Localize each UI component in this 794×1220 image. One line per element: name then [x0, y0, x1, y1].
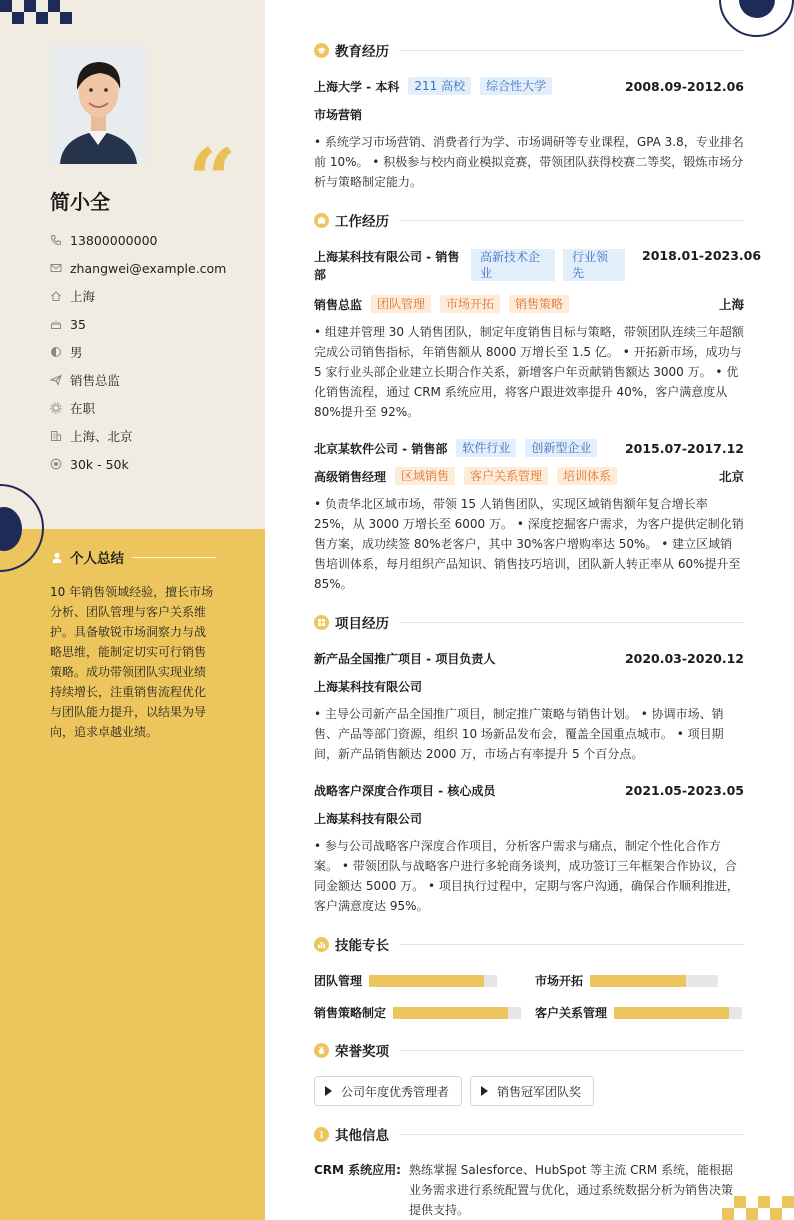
info-locations: [50, 422, 226, 450]
work-tag: [563, 249, 625, 281]
award-label: 公司年度优秀管理者: [341, 1084, 450, 1099]
work-description: • 组建并管理 30 人销售团队，制定年度销售目标与策略，带领团队连续三年超额完成公司销售指标，年销售额从 8000 万增长至 1.5 亿。 • 开拓新市场，成功与 5 家行业头部企业建立长期合作关系，新增客户年贡献销售额达 3000 万。 • 优化销售流程，通过 CRM 系统应用，将客户跟进效率提升 40%，客户满意度从 80%提升至 92%。: [314, 325, 744, 419]
skill-bar: [369, 975, 497, 987]
info-city-text: 上海: [70, 289, 96, 304]
skill-bar-fill: [614, 1007, 729, 1019]
awards-heading: [314, 1040, 744, 1060]
age-icon: [50, 318, 62, 330]
other-title: 其他信息: [335, 1128, 389, 1144]
info-city: [50, 282, 226, 310]
person-icon: [50, 550, 64, 564]
work-title: 工作经历: [335, 214, 389, 230]
education-title: 教育经历: [335, 44, 389, 60]
work-tag: 创新型企业: [525, 439, 597, 457]
building-icon: [50, 430, 62, 442]
other-info-row: [314, 1160, 744, 1220]
skills-title: 技能专长: [335, 938, 389, 954]
education-description: • 系统学习市场营销、消费者行为学、市场调研等专业课程，GPA 3.8，专业排名前 10%。 • 积极参与校内商业模拟竞赛，带领团队获得校赛二等奖，锻炼市场分析与策略制定能力。: [314, 135, 744, 189]
project-org: 上海某科技有限公司: [314, 679, 423, 694]
other-info-label: CRM 系统应用:: [314, 1163, 401, 1177]
contact-info-list: [50, 226, 226, 478]
skill-bar-fill: [369, 975, 484, 987]
quote-mark-icon: “: [188, 130, 237, 229]
skill-bar-fill: [393, 1007, 508, 1019]
project-org-row: [314, 676, 744, 696]
work-tag-line: 业: [480, 266, 493, 280]
info-position-text: 销售总监: [70, 373, 121, 388]
work-tag-line: 先: [572, 266, 585, 280]
section-divider: [399, 622, 744, 623]
info-phone: [50, 226, 226, 254]
work-position: 销售总监: [314, 297, 363, 312]
project-org-row: [314, 808, 744, 828]
other-heading: [314, 1124, 744, 1144]
info-gender-text: 男: [70, 345, 83, 360]
education-major: 市场营销: [314, 107, 363, 122]
award-chip: [470, 1076, 594, 1106]
projects-title: 项目经历: [335, 616, 389, 632]
info-phone-text: 13800000000: [70, 232, 158, 248]
work-skill-tag: 市场开拓: [440, 295, 500, 313]
skill-name: 客户关系管理: [535, 1006, 608, 1020]
work-tag-line: 行业领: [572, 250, 609, 264]
info-email: [50, 254, 226, 282]
chart-icon: [314, 937, 329, 952]
work-company: 北京某软件公司 - 销售部: [314, 441, 448, 456]
skill-item: [535, 1004, 742, 1021]
info-icon: [314, 1127, 329, 1142]
project-description: • 主导公司新产品全国推广项目，制定推广策略与销售计划。 • 协调市场、销售、产品等部门资源，组织 10 场新品发布会，覆盖全国重点城市。 • 项目期间，新产品销售额达 2000 万，市场占有率提升 5 个百分点。: [314, 707, 724, 761]
education-school: 上海大学 - 本科: [314, 79, 400, 94]
summary-title: 个人总结: [70, 551, 124, 567]
skill-name: 销售策略制定: [314, 1006, 387, 1020]
work-item-header: [314, 438, 744, 458]
work-tag: 软件行业: [456, 439, 516, 457]
avatar: [50, 45, 147, 164]
summary-text: 10 年销售领域经验，擅长市场分析、团队管理与客户关系维护。具备敏锐市场洞察力与战略思维，能制定切实可行销售策略。成功带领团队实现业绩持续增长，注重销售流程优化与团队能力提升，以结果为导向，追求卓越业绩。: [50, 585, 214, 739]
section-divider: [399, 1134, 744, 1135]
education-major-row: [314, 104, 744, 124]
info-age: [50, 310, 226, 338]
project-date: 2021.05-2023.05: [624, 782, 744, 798]
phone-icon: [50, 234, 62, 246]
skill-name: 团队管理: [314, 974, 363, 988]
gender-icon: [50, 346, 62, 358]
section-divider: [399, 220, 744, 221]
play-icon: [481, 1086, 488, 1096]
candidate-name: 简小全: [50, 190, 110, 214]
work-tag: [471, 249, 555, 281]
work-description: • 负责华北区域市场，带领 15 人销售团队，实现区域销售额年复合增长率 25%，从 3000 万增长至 6000 万。 • 深度挖掘客户需求，为客户提供定制化销售方案，成功续签 80%老客户，其中 30%客户增购率达 50%。 • 建立区域销售培训体系，每月组织产品知识、销售技巧培训，团队新人转正率从 60%提升至 85%。: [314, 497, 744, 591]
award-chip: [314, 1076, 462, 1106]
award-label: 销售冠军团队奖: [497, 1084, 582, 1099]
education-heading: [314, 40, 744, 60]
work-position-row: [314, 294, 744, 314]
summary-divider: [132, 557, 216, 558]
graduation-cap-icon: [314, 43, 329, 58]
salary-icon: [50, 458, 62, 470]
work-skill-tag: 客户关系管理: [464, 467, 548, 485]
work-company-line: 部: [314, 268, 327, 282]
skill-item: [535, 972, 718, 989]
info-status-text: 在职: [70, 401, 96, 416]
work-location: 北京: [718, 469, 744, 484]
work-location: 上海: [718, 297, 744, 312]
work-position-row: [314, 466, 744, 486]
work-company-line: 上海某科技有限公司 - 销售: [314, 250, 460, 264]
other-info-text: 熟练掌握 Salesforce、HubSpot 等主流 CRM 系统，能根据业务需求进行系统配置与优化，通过系统数据分析为销售决策提供支持。: [408, 1163, 733, 1217]
project-icon: [314, 615, 329, 630]
work-skill-tag: 团队管理: [371, 295, 431, 313]
play-icon: [325, 1086, 332, 1096]
skill-name: 市场开拓: [535, 974, 584, 988]
projects-heading: [314, 612, 744, 632]
work-skill-tag: 培训体系: [557, 467, 617, 485]
section-divider: [399, 1050, 744, 1051]
project-org: 上海某科技有限公司: [314, 811, 423, 826]
info-gender: [50, 338, 226, 366]
section-divider: [399, 50, 744, 51]
medal-icon: [314, 1043, 329, 1058]
project-date: 2020.03-2020.12: [624, 650, 744, 666]
summary-heading: [50, 547, 216, 567]
info-locations-text: 上海、北京: [70, 429, 133, 444]
mail-icon: [50, 262, 62, 274]
work-date: 2018.01-2023.06: [642, 248, 762, 263]
info-email-text: zhangwei@example.com: [70, 260, 227, 276]
work-skill-tag: 销售策略: [509, 295, 569, 313]
sidebar: [0, 0, 265, 1220]
skill-bar-fill: [590, 975, 686, 987]
work-company: [314, 248, 466, 284]
education-item-header: [314, 76, 744, 96]
info-age-text: 35: [70, 316, 86, 332]
work-skill-tag: 区域销售: [395, 467, 455, 485]
skill-item: [314, 972, 497, 989]
status-icon: [50, 402, 62, 414]
project-item-header: [314, 780, 744, 800]
section-divider: [399, 944, 744, 945]
education-tag: 211 高校: [408, 77, 471, 95]
project-name: 新产品全国推广项目 - 项目负责人: [314, 651, 496, 666]
skills-heading: [314, 934, 744, 954]
info-position: [50, 366, 226, 394]
checker-decoration: [0, 0, 75, 24]
project-description: • 参与公司战略客户深度合作项目，分析客户需求与痛点，制定个性化合作方案。 • 带领团队与战略客户进行多轮商务谈判，成功签订三年框架合作协议，合同金额达 5000 万。 • 项目执行过程中，定期与客户沟通，确保合作顺利推进，客户满意度达 95%。: [314, 839, 739, 913]
work-date: 2015.07-2017.12: [624, 440, 744, 456]
send-icon: [50, 374, 62, 386]
project-item-header: [314, 648, 744, 668]
education-date: 2008.09-2012.06: [624, 78, 744, 94]
briefcase-icon: [314, 213, 329, 228]
info-salary-text: 30k - 50k: [70, 456, 129, 472]
skill-item: [314, 1004, 521, 1021]
work-heading: [314, 210, 744, 230]
info-status: [50, 394, 226, 422]
skill-bar: [393, 1007, 521, 1019]
info-salary: [50, 450, 226, 478]
education-tag: 综合性大学: [480, 77, 552, 95]
project-name: 战略客户深度合作项目 - 核心成员: [314, 783, 496, 798]
work-tag-line: 高新技术企: [480, 250, 541, 264]
skill-bar: [590, 975, 718, 987]
skill-bar: [614, 1007, 742, 1019]
home-icon: [50, 290, 62, 302]
work-position: 高级销售经理: [314, 469, 387, 484]
awards-title: 荣誉奖项: [335, 1044, 389, 1060]
